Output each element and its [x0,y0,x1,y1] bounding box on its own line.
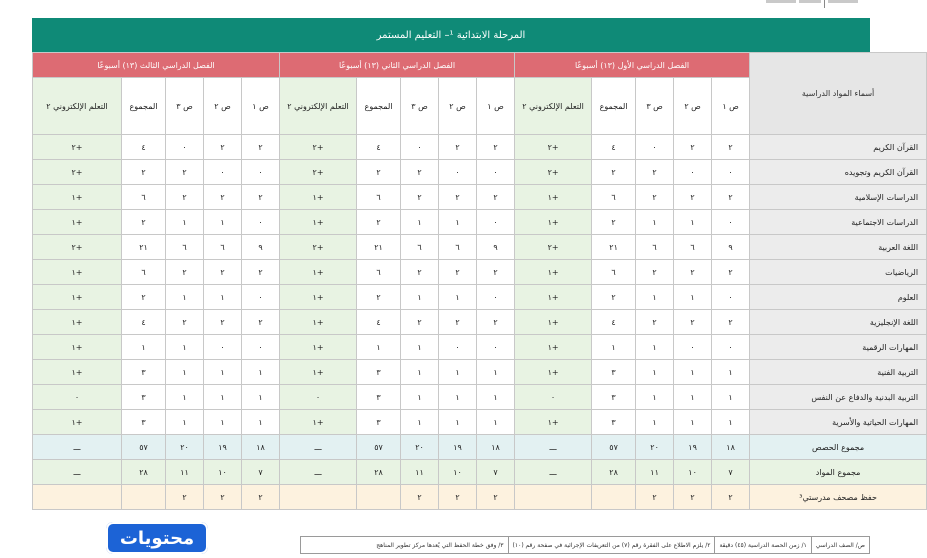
value-cell: ٣ [357,385,401,410]
value-cell: ١ [122,335,166,360]
value-cell: ٠ [712,160,750,185]
value-cell: ٢ [636,260,674,285]
value-cell: ـــ [515,435,592,460]
value-cell: ١٨ [242,435,280,460]
value-cell: ١ [439,285,477,310]
value-cell: ٠ [242,335,280,360]
column-header-g3: ص ٣ [636,78,674,135]
column-header-g1: ص ١ [477,78,515,135]
value-cell: ٢ [712,260,750,285]
value-cell: ٢ [712,485,750,510]
value-cell: +٢ [280,235,357,260]
value-cell: ٤ [357,135,401,160]
footnote: ٣/ وفق خطة الحفظ التي يُعدها مركز تطوير المناهج [376,541,504,549]
value-cell: ١ [636,410,674,435]
value-cell: +١ [515,410,592,435]
value-cell: +١ [33,410,122,435]
value-cell: ١ [401,210,439,235]
semester-header: الفصل الدراسي الثاني (١٣) أسبوعًا [280,53,515,78]
value-cell: ٠ [204,335,242,360]
value-cell: ٢ [166,185,204,210]
value-cell: ٢ [636,485,674,510]
value-cell: ٢ [592,285,636,310]
value-cell: ١ [166,285,204,310]
column-header-g3: ص ٣ [166,78,204,135]
value-cell: ١ [674,410,712,435]
table-row [33,435,927,460]
semester-header: الفصل الدراسي الأول (١٣) أسبوعًا [515,53,750,78]
value-cell: ٧ [242,460,280,485]
value-cell: ١ [712,410,750,435]
value-cell: ٢ [712,185,750,210]
table-row [33,285,927,310]
subject-name: مجموع المواد [750,460,927,485]
value-cell: ٠ [712,335,750,360]
subject-name: القرآن الكريم [750,135,927,160]
footnote: ٢/ يلزم الاطلاع على الفقرة رقم (٧) من التعريفات الإجرائية في صفحة رقم (١٠) [508,537,715,553]
value-cell: ١ [477,385,515,410]
value-cell: ١ [477,410,515,435]
value-cell: ٢ [477,485,515,510]
value-cell: ٢ [401,260,439,285]
value-cell: ٢ [674,260,712,285]
value-cell: +٢ [515,160,592,185]
value-cell: ٦ [357,185,401,210]
value-cell: ٦ [357,260,401,285]
value-cell: ١ [204,210,242,235]
value-cell: ٩ [712,235,750,260]
value-cell: ٧ [477,460,515,485]
value-cell: ٥٧ [357,435,401,460]
value-cell: ١٠ [439,460,477,485]
value-cell: ٥٧ [122,435,166,460]
value-cell: ٠ [636,135,674,160]
column-header-elearn: التعلم الإلكتروني ٢ [280,78,357,135]
value-cell: ٢ [242,485,280,510]
value-cell: ٢ [439,310,477,335]
value-cell: ٣ [122,360,166,385]
value-cell: ٢١ [592,235,636,260]
column-header-elearn: التعلم الإلكتروني ٢ [515,78,592,135]
value-cell: ١ [636,385,674,410]
value-cell: ١ [166,335,204,360]
value-cell: ٤ [592,310,636,335]
subject-name: القرآن الكريم وتجويده [750,160,927,185]
value-cell: ٤ [357,310,401,335]
value-cell: ٢ [122,160,166,185]
value-cell: +١ [515,210,592,235]
value-cell [515,485,592,510]
value-cell: +١ [33,335,122,360]
value-cell: ٦ [439,235,477,260]
value-cell: ١ [204,410,242,435]
value-cell: +١ [33,310,122,335]
value-cell: +٢ [515,135,592,160]
value-cell: +١ [515,335,592,360]
value-cell: ١ [401,410,439,435]
value-cell: ١٨ [477,435,515,460]
column-header-g3: ص ٣ [401,78,439,135]
value-cell: ٢ [636,160,674,185]
value-cell: ٠ [204,160,242,185]
value-cell: ٦ [122,260,166,285]
value-cell: ١ [674,210,712,235]
value-cell: ١ [401,385,439,410]
column-header-g1: ص ١ [242,78,280,135]
value-cell: ١ [592,335,636,360]
value-cell: ٢١ [357,235,401,260]
value-cell: ١١ [166,460,204,485]
value-cell: ٢ [636,185,674,210]
value-cell: +١ [515,185,592,210]
table-row [33,485,927,510]
study-plan-sheet [32,18,919,509]
value-cell [592,485,636,510]
value-cell: ١ [204,360,242,385]
value-cell: ٢٨ [122,460,166,485]
value-cell: +١ [280,285,357,310]
value-cell: ٢١ [122,235,166,260]
value-cell: ٧ [712,460,750,485]
value-cell: ٠ [477,285,515,310]
ministry-logo [766,0,861,10]
value-cell [122,485,166,510]
value-cell: ٢ [166,310,204,335]
value-cell: ١ [477,360,515,385]
value-cell: ٢ [166,260,204,285]
value-cell: ٢ [242,185,280,210]
value-cell: ٢ [204,485,242,510]
value-cell: ٤ [122,310,166,335]
value-cell: ٠ [166,135,204,160]
value-cell: ٩ [242,235,280,260]
value-cell: ١ [439,360,477,385]
value-cell: +١ [515,310,592,335]
value-cell: +٢ [280,135,357,160]
value-cell: ٣ [592,360,636,385]
value-cell: ٠ [242,285,280,310]
value-cell: ١٠ [204,460,242,485]
value-cell: ٢٠ [166,435,204,460]
column-header-total: المجموع [122,78,166,135]
value-cell: ٠ [280,385,357,410]
value-cell [280,485,357,510]
value-cell: ٠ [401,135,439,160]
value-cell: ١ [712,385,750,410]
value-cell: ٠ [439,335,477,360]
value-cell: ١ [242,385,280,410]
value-cell: ٢ [204,135,242,160]
value-cell: ٥٧ [592,435,636,460]
value-cell: ٣ [122,385,166,410]
page-title: المرحلة الابتدائية ¹– التعليم المستمر [32,18,870,52]
footnote: ١/ زمن الحصة الدراسية (٤٥) دقيقة [714,537,810,553]
value-cell: ٢ [166,160,204,185]
value-cell: ١ [674,360,712,385]
value-cell: ٢ [166,485,204,510]
value-cell: ٠ [477,160,515,185]
value-cell: ٢ [122,285,166,310]
value-cell [357,485,401,510]
value-cell: ٢ [439,135,477,160]
value-cell: ١ [166,360,204,385]
value-cell: ٦ [122,185,166,210]
value-cell: ١ [166,385,204,410]
column-header-total: المجموع [592,78,636,135]
value-cell: ١ [712,360,750,385]
value-cell: +١ [33,360,122,385]
value-cell: ٤ [592,135,636,160]
value-cell: ٢ [357,210,401,235]
value-cell: +١ [33,260,122,285]
value-cell: ٢ [712,135,750,160]
table-row [33,260,927,285]
value-cell: +١ [515,360,592,385]
subject-name: الرياضيات [750,260,927,285]
value-cell: ٣ [357,360,401,385]
semester-header-row [33,53,927,78]
column-header-g2: ص ٢ [439,78,477,135]
value-cell: ١ [674,385,712,410]
value-cell: ٠ [712,210,750,235]
table-row [33,210,927,235]
value-cell: ٠ [712,285,750,310]
value-cell: ١ [166,410,204,435]
table-row [33,410,927,435]
value-cell: ١١ [401,460,439,485]
value-cell: ١ [636,210,674,235]
table-row [33,235,927,260]
value-cell: ٢ [242,260,280,285]
table-row [33,335,927,360]
subject-name: التربية الفنية [750,360,927,385]
value-cell: ٦ [166,235,204,260]
value-cell: ـــ [280,460,357,485]
subject-name: المهارات الحياتية والأسرية [750,410,927,435]
column-header-total: المجموع [357,78,401,135]
column-header-elearn: التعلم الإلكتروني ٢ [33,78,122,135]
subject-name: اللغة الإنجليزية [750,310,927,335]
table-row [33,460,927,485]
value-cell: ٢ [242,310,280,335]
value-cell: ـــ [280,435,357,460]
value-cell: ٢ [674,135,712,160]
value-cell: +١ [33,210,122,235]
table-row [33,135,927,160]
value-cell: ٠ [477,335,515,360]
value-cell: ١٠ [674,460,712,485]
value-cell: ١٩ [674,435,712,460]
value-cell: +١ [280,260,357,285]
value-cell: ٢ [477,260,515,285]
value-cell: ١ [401,360,439,385]
value-cell: ٩ [477,235,515,260]
value-cell: +٢ [280,160,357,185]
value-cell: ٢٠ [636,435,674,460]
value-cell: ١ [401,285,439,310]
value-cell: +١ [280,360,357,385]
value-cell: ٢ [439,185,477,210]
value-cell: ٢ [439,485,477,510]
value-cell: ٣ [592,410,636,435]
value-cell: ٢ [592,210,636,235]
value-cell: ١ [636,285,674,310]
value-cell: ٢ [204,260,242,285]
value-cell: ٢ [357,160,401,185]
value-cell: ٢ [401,310,439,335]
subject-name: الدراسات الإسلامية [750,185,927,210]
value-cell: ٢ [401,185,439,210]
value-cell: ٦ [204,235,242,260]
table-row [33,360,927,385]
subject-name: حفظ مصحف مدرستي³ [750,485,927,510]
value-cell: ١ [166,210,204,235]
value-cell: +١ [280,410,357,435]
value-cell: ٢ [712,310,750,335]
value-cell: ـــ [33,435,122,460]
value-cell: +١ [33,185,122,210]
subject-column-header: أسماء المواد الدراسية [750,53,927,135]
value-cell: ٣ [592,385,636,410]
value-cell: +٢ [33,235,122,260]
value-cell: ١٩ [439,435,477,460]
value-cell: ٤ [122,135,166,160]
subject-name: العلوم [750,285,927,310]
value-cell: ٠ [515,385,592,410]
watermark-logo: محتويات [106,522,208,554]
value-cell: ٢ [439,260,477,285]
value-cell: ١ [401,335,439,360]
value-cell: ٠ [674,160,712,185]
value-cell: ٦ [592,185,636,210]
value-cell: +١ [280,335,357,360]
value-cell: ١٩ [204,435,242,460]
column-header-g2: ص ٢ [674,78,712,135]
value-cell: ٢ [401,485,439,510]
value-cell: ـــ [515,460,592,485]
subject-name: المهارات الرقمية [750,335,927,360]
value-cell: +١ [280,185,357,210]
semester-header: الفصل الدراسي الثالث (١٣) أسبوعًا [33,53,280,78]
value-cell: ٢ [477,185,515,210]
value-cell: ٦ [592,260,636,285]
value-cell: ٢ [242,135,280,160]
value-cell: +١ [515,285,592,310]
value-cell: ١ [242,360,280,385]
table-row [33,185,927,210]
value-cell: ٣ [357,410,401,435]
value-cell: ٢٠ [401,435,439,460]
value-cell: ٠ [477,210,515,235]
value-cell: ٢ [357,285,401,310]
value-cell: +٢ [33,135,122,160]
value-cell: ٢ [477,135,515,160]
table-row [33,160,927,185]
value-cell: ٣ [122,410,166,435]
table-row [33,310,927,335]
value-cell: ٢ [204,310,242,335]
value-cell: ٢ [401,160,439,185]
value-cell: ١ [204,285,242,310]
subject-name: اللغة العربية [750,235,927,260]
value-cell: ٠ [439,160,477,185]
value-cell: ٠ [242,210,280,235]
value-cell: +١ [280,210,357,235]
value-cell: ١١ [636,460,674,485]
subject-name: التربية البدنية والدفاع عن النفس [750,385,927,410]
value-cell: +٢ [33,160,122,185]
value-cell: +١ [33,285,122,310]
value-cell: +٢ [515,235,592,260]
value-cell: ـــ [33,460,122,485]
value-cell: ٦ [401,235,439,260]
value-cell [33,485,122,510]
value-cell: +١ [280,310,357,335]
table-row [33,385,927,410]
value-cell: ٢ [674,310,712,335]
value-cell: ١ [357,335,401,360]
column-header-g1: ص ١ [712,78,750,135]
value-cell: ٢ [674,185,712,210]
value-cell: ٠ [674,335,712,360]
value-cell: ١ [636,360,674,385]
value-cell: ٦ [636,235,674,260]
value-cell: ٢ [592,160,636,185]
value-cell: ١ [674,285,712,310]
value-cell: ١ [439,410,477,435]
subject-name: الدراسات الاجتماعية [750,210,927,235]
value-cell: ٠ [242,160,280,185]
footnote: ص/ الصف الدراسي [811,537,869,553]
value-cell: ٢٨ [592,460,636,485]
study-plan-table [32,52,927,510]
value-cell: ٦ [674,235,712,260]
value-cell: ١ [204,385,242,410]
value-cell: ٢ [204,185,242,210]
value-cell: ٢ [122,210,166,235]
value-cell: ٢ [477,310,515,335]
value-cell: ١٨ [712,435,750,460]
value-cell: ١ [439,385,477,410]
value-cell: ٢ [674,485,712,510]
value-cell: ٠ [33,385,122,410]
value-cell: ١ [439,210,477,235]
value-cell: ١ [242,410,280,435]
subject-name: مجموع الحصص [750,435,927,460]
value-cell: ١ [636,335,674,360]
value-cell: ٢٨ [357,460,401,485]
value-cell: +١ [515,260,592,285]
footnotes [300,536,870,554]
value-cell: ٢ [636,310,674,335]
column-header-g2: ص ٢ [204,78,242,135]
